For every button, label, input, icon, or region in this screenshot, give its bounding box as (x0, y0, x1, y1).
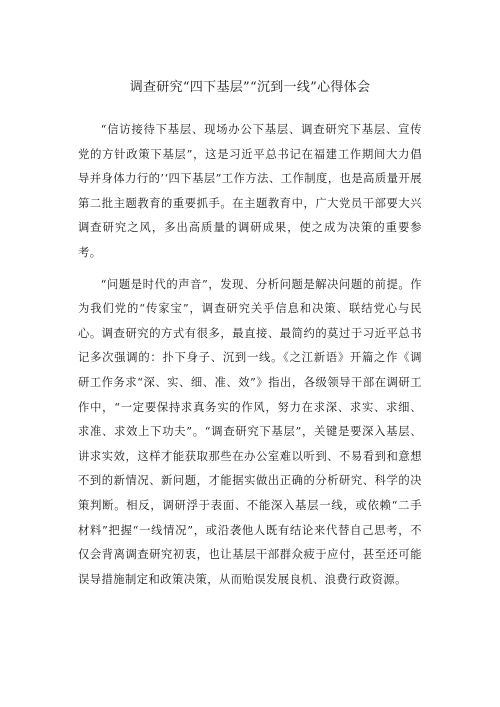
document-title: 调查研究“四下基层”“沉到一线”心得体会 (129, 80, 371, 95)
paragraph-1: “信访接待下基层、现场办公下基层、调查研究下基层、宣传党的方针政策下基层”，这是习近平总书记在福建工作期间大力倡导并身体力行的’‘四下基层”工作方法、工作制度，也是高质量开展第二批主题教育的重要抓手。在主题教育中，广大党员干部要大兴调查研究之风，多出高质量的调研成果，使之成为决策的重要参考。 (78, 123, 422, 259)
document-body (78, 118, 422, 592)
paragraph-2: “问题是时代的声音”，发现、分析问题是解决问题的前提。作为我们党的“传家宝”，调查研究关乎信息和决策、联结党心与民心。调查研究的方式有很多，最直接、最简约的莫过于习近平总书记多次强调的：扑下身子、沉到一线。《之江新语》开篇之作《调研工作务求“深、实、细、准、效”》指出，各级领导干部在调研工作中，“一定要保持求真务实的作风，努力在求深、求实、求细、求准、求效上下功夫”。“调查研究下基层”，关键是要深入基层、讲求实效，这样才能获取那些在办公室难以听到、不易看到和意想不到的新情况、新问题，才能据实做出正确的分析研究、科学的决策判断。相反，调研浮于表面、不能深入基层一线，或依赖“二手材料”把握“一线情况”，或沿袭他人既有结论来代替自己思考，不仅会背离调查研究初衷，也让基层干部群众疲于应付，甚至还可能误导措施制定和政策决策，从而贻误发展良机、浪费行政资源。 (78, 277, 422, 586)
